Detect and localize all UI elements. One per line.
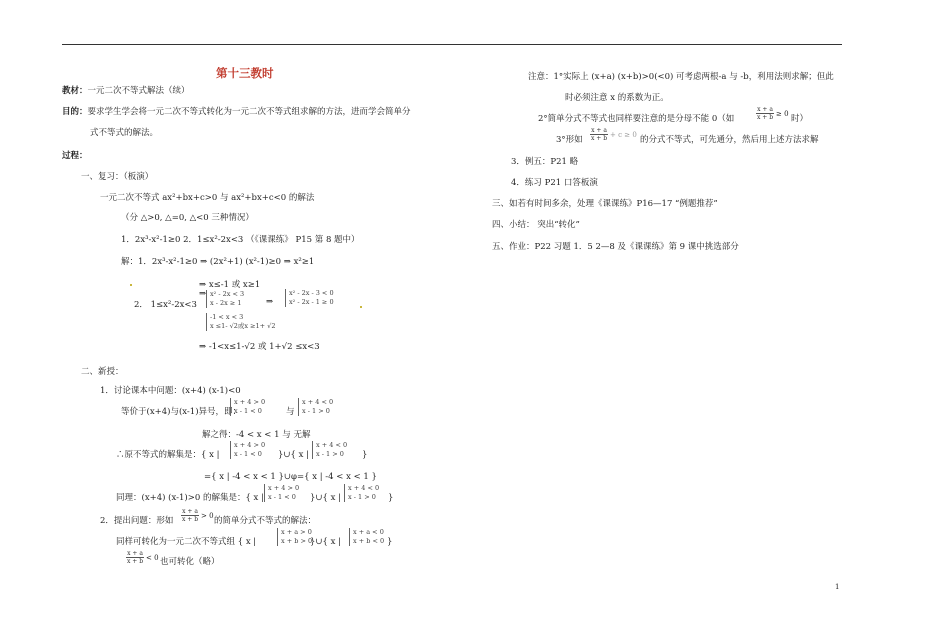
system-d-copy-row1: x + 4 > 0 — [234, 441, 266, 449]
note-3: 3°形如 — [556, 135, 583, 145]
mark-dot — [130, 284, 132, 286]
review-solution-2: 2． 1≤x²-2x<3 — [134, 300, 197, 310]
implies-arrow-2: ⇒ — [266, 297, 274, 307]
system-b — [285, 289, 334, 307]
implies-arrow-1: ⇒ — [199, 289, 207, 299]
mark-dot-2 — [360, 306, 362, 308]
system-f — [277, 528, 312, 546]
fraction-xa-xb — [181, 508, 199, 523]
fraction-xa-xb-2 — [126, 550, 144, 565]
review-solution-1: 解：1．2x³-x²-1≥0 ⇒ (2x²+1) (x²-1)≥0 ⇒ x²≥1 — [121, 257, 315, 267]
textbook-line — [62, 86, 190, 97]
process-label: 过程： — [62, 151, 88, 161]
lesson-title: 第十三教时 — [216, 66, 274, 80]
item-practice: 4．练习 P21 口答板演 — [511, 178, 598, 188]
system-e — [298, 398, 333, 416]
system-g — [349, 528, 384, 546]
goal-label: 目的： — [62, 107, 88, 117]
note-1: 注意：1°实际上 (x+a) (x+b)>0(<0) 可考虑两根-a 与 -b，利用法则求解；但此 — [528, 72, 834, 82]
note-3-cont: 的分式不等式，可先通分，然后用上述方法求解 — [640, 135, 819, 145]
new-line-2: 等价于(x+4)与(x-1)异号，即： — [121, 407, 242, 417]
goal-text-cont: 式不等式的解法。 — [90, 128, 159, 138]
system-e-copy — [312, 441, 347, 459]
section-extra: 三、如若有时间多余，处理《课课练》P16—17 “例题推荐” — [492, 199, 718, 209]
system-c-row1: -1 < x < 3 — [210, 313, 244, 321]
gt-zero: > 0 — [201, 512, 214, 520]
system-d — [230, 398, 265, 416]
lt-zero: < 0 — [146, 554, 159, 562]
solution-set-close: } — [362, 450, 368, 460]
note-3-fraction-num: x + a — [591, 127, 607, 134]
item-example: 3．例五：P21 略 — [511, 157, 579, 167]
system-e-copy2-row1: x + 4 < 0 — [348, 484, 380, 492]
system-b-row1: x² - 2x - 3 < 0 — [289, 289, 334, 297]
system-d-copy-row2: x - 1 < 0 — [234, 450, 262, 458]
system-d-row2: x - 1 < 0 — [234, 407, 262, 415]
convert-union: }∪{ x | — [310, 537, 341, 547]
new-line-3: 解之得：-4 < x < 1 与 无解 — [202, 430, 311, 440]
section-homework: 五、作业：P22 习题 1．5 2—8 及《课课练》第 9 课中挑选部分 — [492, 242, 739, 252]
convert-also-line: 也可转化（略） — [160, 557, 220, 567]
system-g-row2: x + b < 0 — [353, 537, 385, 545]
solution-set-union: }∪{ x | — [278, 450, 309, 460]
review-solution-1b: ⇒ x≤-1 或 x≥1 — [199, 280, 261, 290]
similarly-union: }∪{ x | — [310, 493, 341, 503]
system-e-copy-row1: x + 4 < 0 — [316, 441, 348, 449]
system-a-row2: x - 2x ≥ 1 — [210, 299, 242, 307]
fraction-num: x + a — [182, 508, 198, 515]
note-2-fraction-num: x + a — [757, 106, 773, 113]
solution-set-line: ∴原不等式的解集是：{ x | — [116, 450, 220, 460]
system-e-copy2-row2: x - 1 > 0 — [348, 493, 376, 501]
similarly-close: } — [388, 493, 394, 503]
note-2: 2°简单分式不等式也同样要注意的是分母不能 0（如 — [538, 114, 735, 124]
textbook-text: 一元二次不等式解法（续） — [87, 86, 190, 96]
note-2-fraction — [756, 106, 774, 121]
review-solution-2b: ⇒ -1<x≤1-√2 或 1+√2 ≤x<3 — [199, 342, 320, 352]
system-g-row1: x + a < 0 — [353, 528, 384, 536]
convert-line: 同样可转化为一元二次不等式组 { x | — [116, 537, 257, 547]
note-3-expr: + c ≥ 0 — [610, 131, 637, 139]
system-e-copy-row2: x - 1 > 0 — [316, 450, 344, 458]
system-b-row2: x² - 2x - 1 ≥ 0 — [289, 298, 334, 306]
system-f-row2: x + b > 0 — [281, 537, 313, 545]
and-word: 与 — [286, 407, 295, 417]
fraction-den: x + b — [182, 516, 199, 523]
system-d-copy — [230, 441, 265, 459]
new-line-1: 1．讨论课本中问题：(x+4) (x-1)<0 — [100, 386, 241, 396]
textbook-label: 教材： — [62, 86, 88, 96]
header-rule — [62, 44, 842, 45]
fraction-2-num: x + a — [127, 550, 143, 557]
goal-text: 要求学生学会将一元二次不等式转化为一元二次不等式组求解的方法，进而学会简单分 — [87, 107, 411, 117]
similarly-line: 同理：(x+4) (x-1)>0 的解集是：{ x | — [116, 493, 264, 503]
question-line: 2．提出问题：形如 — [100, 516, 174, 526]
system-e-copy2 — [344, 484, 379, 502]
fraction-2-den: x + b — [127, 558, 144, 565]
note-3-fraction — [590, 127, 608, 142]
goal-line — [62, 107, 411, 118]
note-2-fraction-den: x + b — [757, 114, 774, 121]
note-1-cont: 时必须注意 x 的系数为正。 — [565, 93, 669, 103]
review-line-2: （分 △>0, △=0, △<0 三种情况） — [121, 213, 254, 223]
system-a — [206, 290, 244, 308]
question-line-cont: 的简单分式不等式的解法： — [214, 516, 317, 526]
section-review: 一、复习：（板演） — [81, 172, 154, 182]
review-line-3: 1．2x³-x²-1≥0 2．1≤x²-2x<3 （《课课练》 P15 第 8 题中） — [121, 235, 360, 245]
system-a-row1: x² - 2x < 3 — [210, 290, 245, 298]
system-d-row1: x + 4 > 0 — [234, 398, 266, 406]
system-d-copy2-row2: x - 1 < 0 — [268, 493, 296, 501]
new-line-4: ={ x | -4 < x < 1 }∪φ={ x | -4 < x < 1 } — [204, 472, 377, 482]
note-2-ge0: ≥ 0 — [776, 110, 789, 118]
section-summary: 四、小结： 突出“转化” — [492, 220, 580, 230]
note-3-fraction-den: x + b — [591, 135, 608, 142]
system-d-copy2-row1: x + 4 > 0 — [268, 484, 300, 492]
review-line-1: 一元二次不等式 ax²+bx+c>0 与 ax²+bx+c<0 的解法 — [100, 193, 315, 203]
system-c — [206, 313, 275, 331]
convert-close: } — [387, 537, 393, 547]
system-c-row2: x ≤1- √2或x ≥1+ √2 — [210, 322, 276, 330]
system-e-row2: x - 1 > 0 — [302, 407, 330, 415]
section-new: 二、新授： — [81, 367, 124, 377]
page-number: 1 — [835, 583, 840, 591]
system-f-row1: x + a > 0 — [281, 528, 312, 536]
system-e-row1: x + 4 < 0 — [302, 398, 334, 406]
system-d-copy2 — [264, 484, 299, 502]
note-2-cont: 时） — [791, 114, 809, 124]
